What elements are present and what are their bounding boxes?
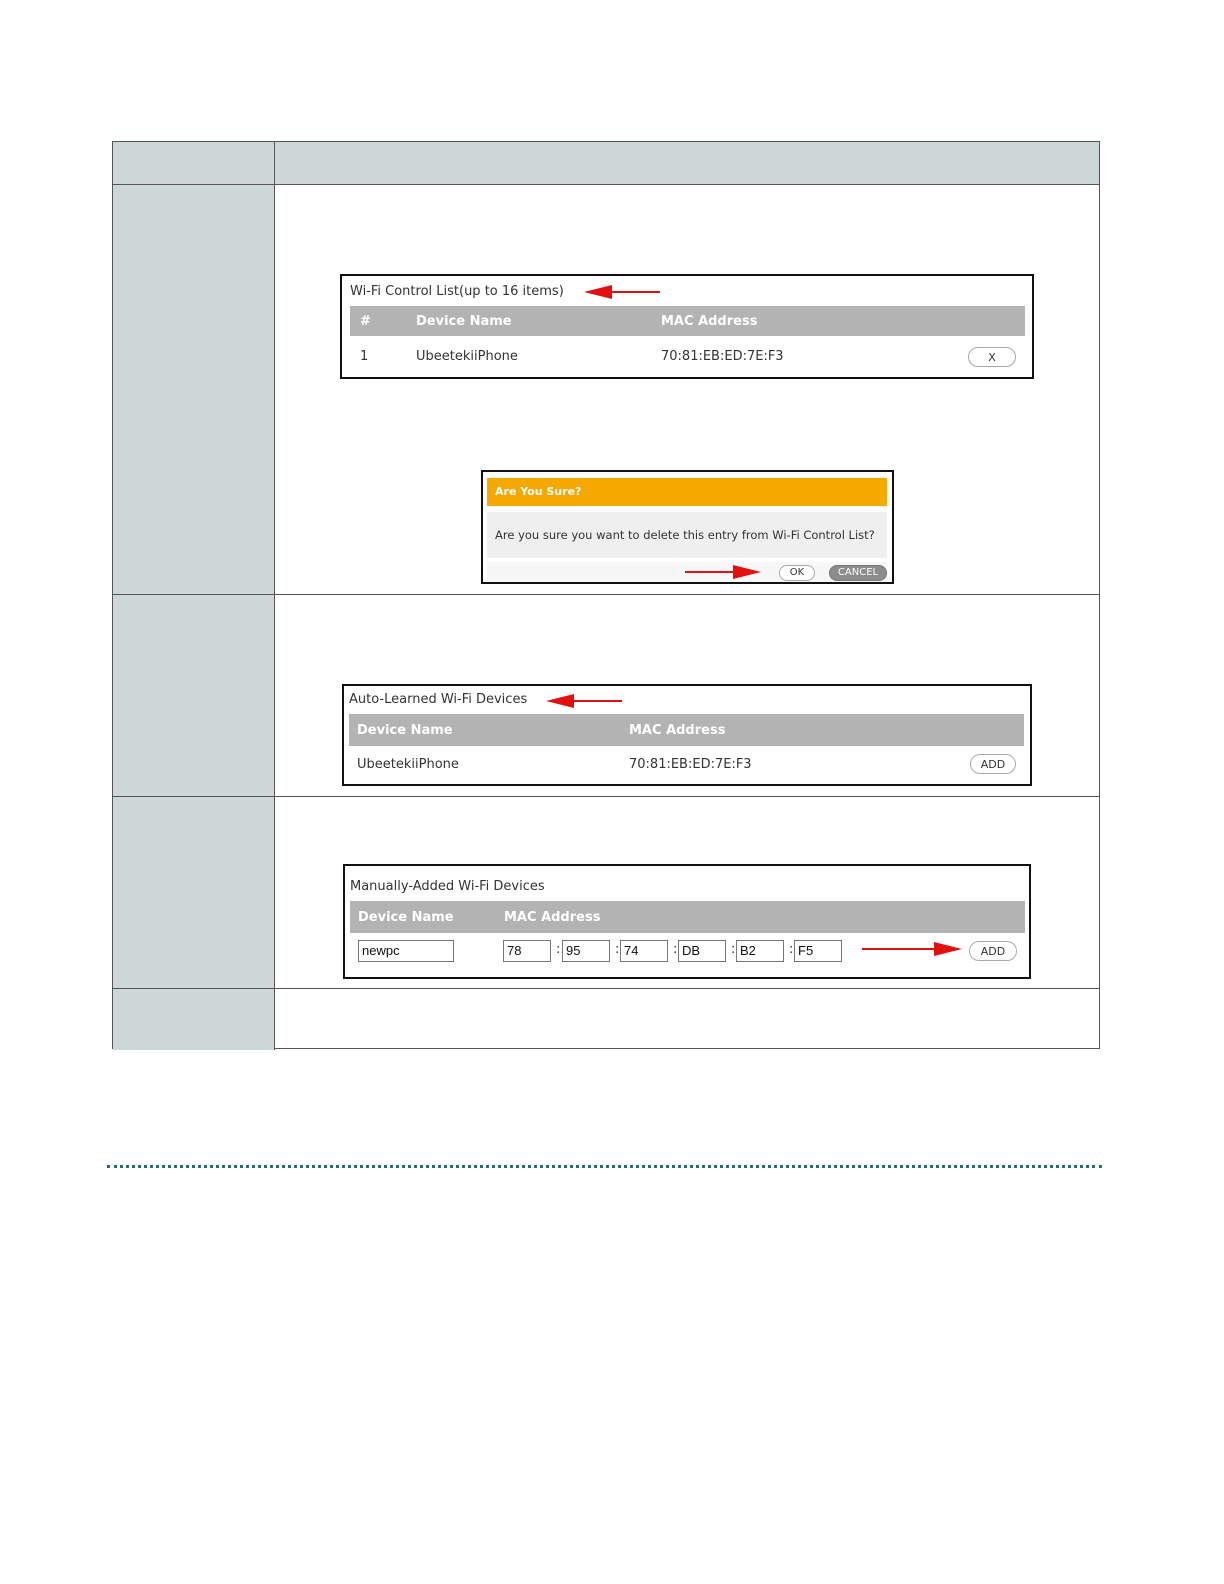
panel-title: Auto-Learned Wi-Fi Devices (349, 692, 528, 707)
table-row-empty (113, 989, 1099, 1050)
column-header-mac: MAC Address (661, 314, 758, 329)
panel-title: Wi-Fi Control List(up to 16 items) (350, 284, 564, 299)
delete-button[interactable]: X (968, 347, 1016, 367)
arrow-right-icon (862, 942, 962, 956)
mac-octet-4-input[interactable]: DB (678, 940, 726, 962)
mac-separator: : (731, 942, 736, 957)
dialog-message: Are you sure you want to delete this entry from Wi-Fi Control List? (495, 528, 875, 542)
mac-octet-6-input[interactable]: F5 (794, 940, 842, 962)
table-row-manually-added (113, 797, 1099, 989)
panel-title: Manually-Added Wi-Fi Devices (350, 879, 545, 894)
row-device-name: UbeetekiiPhone (357, 757, 459, 772)
add-button[interactable]: ADD (969, 941, 1017, 961)
row-content-cell (275, 989, 1099, 1050)
dotted-divider (107, 1165, 1102, 1168)
row-label-cell (113, 595, 275, 796)
table-row-auto-learned (113, 595, 1099, 797)
table-row-control-list (113, 185, 1099, 595)
auto-learned-panel (342, 684, 1032, 786)
confirm-dialog (481, 470, 894, 584)
mac-separator: : (556, 942, 561, 957)
dialog-title: Are You Sure? (495, 485, 582, 498)
header-cell-left (113, 142, 275, 184)
device-name-input[interactable]: newpc (358, 940, 454, 962)
header-cell-right (275, 142, 1099, 184)
row-device-name: UbeetekiiPhone (416, 349, 518, 364)
column-header-device-name: Device Name (358, 910, 454, 925)
wifi-control-list-panel (340, 274, 1034, 379)
ok-button[interactable]: OK (779, 565, 815, 581)
arrow-left-icon (584, 285, 660, 299)
row-mac-address: 70:81:EB:ED:7E:F3 (629, 757, 752, 772)
mac-octet-1-input[interactable]: 78 (503, 940, 551, 962)
arrow-right-icon (685, 565, 761, 579)
cancel-button[interactable]: CANCEL (829, 565, 887, 581)
row-index: 1 (360, 349, 369, 364)
row-mac-address: 70:81:EB:ED:7E:F3 (661, 349, 784, 364)
mac-octet-2-input[interactable]: 95 (562, 940, 610, 962)
document-table (112, 141, 1100, 1049)
mac-separator: : (789, 942, 794, 957)
grid-header (350, 306, 1025, 336)
mac-separator: : (673, 942, 678, 957)
dialog-title-bar (487, 478, 887, 506)
column-header-mac: MAC Address (629, 723, 726, 738)
row-content-cell (275, 185, 1099, 594)
mac-octet-5-input[interactable]: B2 (736, 940, 784, 962)
table-header-row (113, 142, 1099, 185)
column-header-device-name: Device Name (357, 723, 453, 738)
grid-header (350, 901, 1025, 933)
column-header-mac: MAC Address (504, 910, 601, 925)
column-header-device-name: Device Name (416, 314, 512, 329)
mac-octet-3-input[interactable]: 74 (620, 940, 668, 962)
column-header-index: # (360, 314, 371, 329)
grid-header (349, 714, 1024, 746)
row-label-cell (113, 797, 275, 988)
row-label-cell (113, 185, 275, 594)
manually-added-panel (343, 864, 1031, 979)
row-content-cell (275, 595, 1099, 796)
add-button[interactable]: ADD (970, 754, 1016, 774)
mac-separator: : (615, 942, 620, 957)
row-content-cell (275, 797, 1099, 988)
dialog-body (487, 512, 887, 558)
arrow-left-icon (546, 694, 622, 708)
row-label-cell (113, 989, 275, 1050)
